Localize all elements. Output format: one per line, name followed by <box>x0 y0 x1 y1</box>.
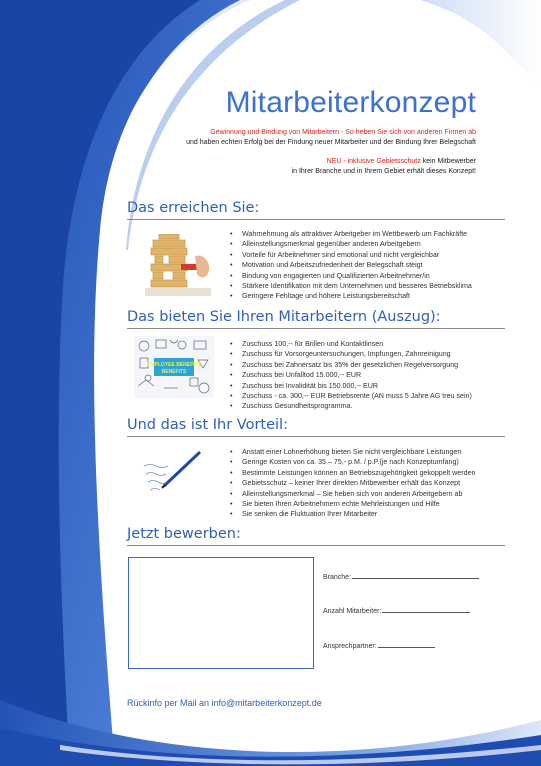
list-item: • Anstatt einer Lohnerhöhung bieten Sie nicht vergleichbare Leistungen <box>230 447 475 457</box>
list-item: • Zuschuss bei Invalidität bis 150.000,-- EUR <box>230 381 472 391</box>
vorteil-list <box>230 447 475 520</box>
ansprechpartner-field[interactable] <box>323 640 435 650</box>
page-title: Mitarbeiterkonzept <box>225 86 476 119</box>
list-item: • Zuschuss - ca. 300,-- EUR Betriebsrente (AN muss 5 Jahre AG treu sein) <box>230 391 472 401</box>
section-heading-vorteil: Und das ist Ihr Vorteil: <box>127 417 505 437</box>
branche-label: Branche: <box>323 574 352 581</box>
branche-input-line[interactable] <box>352 571 479 579</box>
section-heading-bewerben: Jetzt bewerben: <box>127 526 505 546</box>
list-item: • Stärkere Identifikation mit dem Unternehmen und besseres Betriebsklima <box>230 281 472 291</box>
list-item: • Zuschuss bei Unfalltod 15.000,-- EUR <box>230 370 472 380</box>
list-item: • Zuschuss für Vorsorgeuntersuchungen, Impfungen, Zahnreinigung <box>230 349 472 359</box>
neu-line-2: in Ihrer Branche und in Ihrem Gebiet erhält dieses Konzept! <box>291 168 476 175</box>
stamp-box[interactable] <box>128 557 314 669</box>
neu-highlight: NEU - inklusive Gebietsschutz <box>326 158 421 165</box>
neu-text: kein Mitbewerber <box>420 158 476 165</box>
pen-and-paper-image <box>134 446 204 504</box>
list-item: • Bestimmte Leistungen können an Betriebszugehörigkeit gekoppelt werden <box>230 468 475 478</box>
list-item: • Gebietsschutz – keiner Ihrer direkten Mitbewerber erhält das Konzept <box>230 478 475 488</box>
branche-field[interactable] <box>323 571 479 581</box>
jenga-tower-image <box>145 234 211 296</box>
mitarbeiter-field[interactable] <box>323 605 470 615</box>
subtitle-line-1: Gewinnung und Bindung von Mitarbeitern - So heben Sie sich von anderen Firmen ab <box>210 129 476 136</box>
mitarbeiter-label: Anzahl Mitarbeiter: <box>323 608 382 615</box>
employee-benefits-doodle-image <box>134 336 214 398</box>
employee-benefits-label: EMPLOYEE BENEFITS <box>147 362 201 368</box>
list-item: • Alleinstellungsmerkmal – Sie heben sich von anderen Arbeitgebern ab <box>230 489 475 499</box>
list-item: • Sie senken die Fluktuation Ihrer Mitarbeiter <box>230 509 475 519</box>
list-item: • Motivation und Arbeitszufriedenheit der Belegschaft steigt <box>230 260 472 270</box>
ansprechpartner-input-line[interactable] <box>378 640 435 648</box>
svg-text:BENEFITS: BENEFITS <box>161 369 187 375</box>
list-item: • Zuschuss 100,-- für Brillen und Kontaktlinsen <box>230 339 472 349</box>
list-item: • Wahrnehmung als attraktiver Arbeitgeber im Wettbewerb um Fachkräfte <box>230 229 472 239</box>
section-heading-erreichen: Das erreichen Sie: <box>127 200 505 220</box>
subtitle-line-2: und haben echten Erfolg bei der Findung neuer Mitarbeiter und der Bindung Ihrer Belegschaft <box>186 139 476 146</box>
neu-line-1 <box>100 157 476 167</box>
list-item: • Geringere Fehltage und höhere Leistungsbereitschaft <box>230 291 472 301</box>
contact-footer[interactable]: Rückinfo per Mail an info@mitarbeiterkonzept.de <box>127 698 322 708</box>
list-item: • Zuschuss bei Zahnersatz bis 35% der gesetzlichen Regelversorgung <box>230 360 472 370</box>
mitarbeiter-input-line[interactable] <box>382 605 470 613</box>
list-item: • Bindung von engagierten und Qualifizierten Arbeitnehmer/in <box>230 271 472 281</box>
list-item: • Geringe Kosten von ca. 35 – 75,- p.M. / p.P.(je nach Konzeptumfang) <box>230 457 475 467</box>
list-item: • Alleinstellungsmerkmal gegenüber anderen Arbeitgebern <box>230 239 472 249</box>
list-item: • Vorteile für Arbeitnehmer sind emotional und nicht vergleichbar <box>230 250 472 260</box>
erreichen-list <box>230 229 472 302</box>
list-item: • Zuschuss Gesundheitsprogramma. <box>230 401 472 411</box>
ansprechpartner-label: Ansprechpartner: <box>323 643 377 650</box>
list-item: • Sie bieten Ihren Arbeitnehmern echte Mehrleistungen und Hilfe <box>230 499 475 509</box>
bieten-list <box>230 339 472 412</box>
section-heading-bieten: Das bieten Sie Ihren Mitarbeitern (Auszug): <box>127 309 505 329</box>
